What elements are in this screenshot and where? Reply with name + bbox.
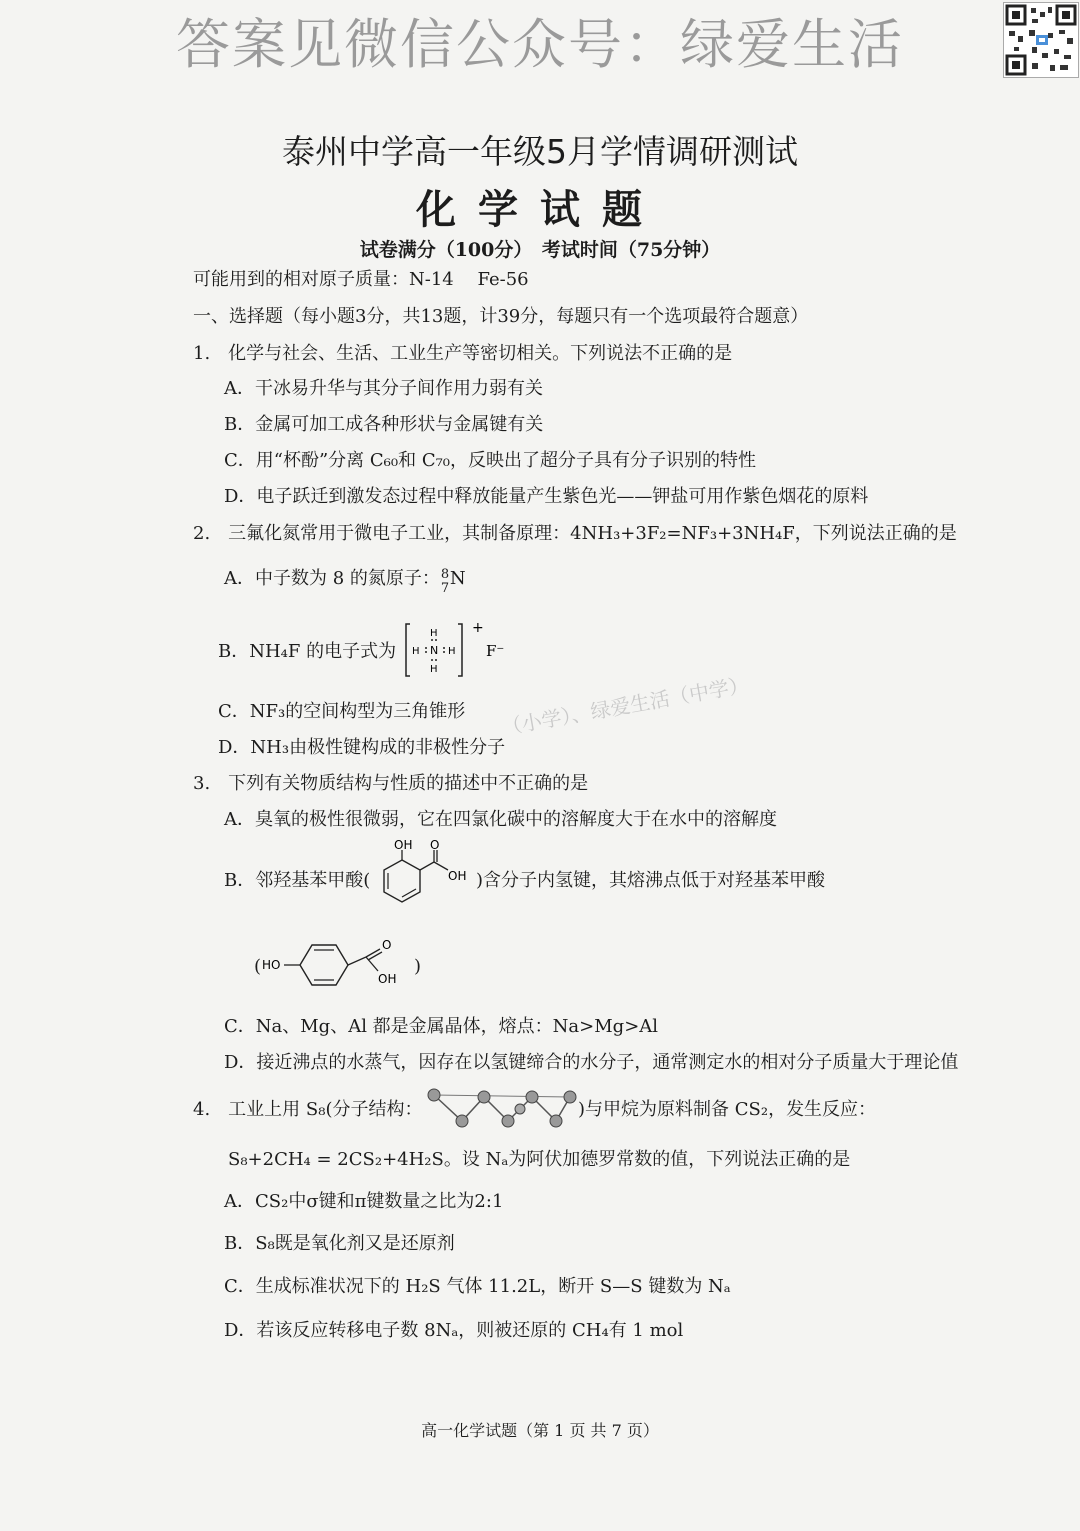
- question-4-stem-suffix: )与甲烷为原料制备 CS₂，发生反应：: [578, 1099, 877, 1120]
- o-carbonyl: O: [430, 838, 440, 852]
- question-3-option-c: C．Na、Mg、Al 都是金属晶体，熔点：Na>Mg>Al: [224, 1016, 659, 1037]
- s8-molecule-structure: [422, 1085, 582, 1135]
- fluoride-ion: F⁻: [486, 642, 505, 660]
- question-4-reaction: S₈+2CH₄ = 2CS₂+4H₂S。设 Nₐ为阿伏加德罗常数的值，下列说法正确的是: [228, 1149, 851, 1170]
- question-3-option-b-prefix: B．邻羟基苯甲酸(: [224, 870, 371, 891]
- h-right: H: [448, 646, 456, 657]
- oh-acid: OH: [448, 869, 467, 883]
- h-bottom: H: [430, 664, 438, 675]
- paren-close: ): [414, 956, 422, 977]
- question-4-option-c: C．生成标准状况下的 H₂S 气体 11.2L，断开 S—S 键数为 Nₐ: [224, 1276, 731, 1297]
- question-4-option-a: A．CS₂中σ键和π键数量之比为2:1: [224, 1191, 504, 1212]
- section-heading: 一、选择题（每小题3分，共13题，计39分，每题只有一个选项最符合题意）: [193, 306, 809, 327]
- oh-top: OH: [394, 838, 413, 852]
- question-2-option-c: C．NF₃的空间构型为三角锥形: [218, 701, 466, 722]
- ammonium-electron-dot-structure: [402, 620, 512, 680]
- salicylic-acid-structure: [372, 838, 480, 918]
- page-footer: 高一化学试题（第 1 页 共 7 页）: [421, 1421, 659, 1440]
- question-1-option-a: A．干冰易升华与其分子间作用力弱有关: [224, 378, 543, 399]
- question-1-option-c: C．用“杯酚”分离 C₆₀和 C₇₀，反映出了超分子具有分子识别的特性: [224, 450, 757, 471]
- atomic-masses: 可能用到的相对原子质量：N-14 Fe-56: [193, 269, 529, 290]
- n-center: N: [430, 644, 439, 657]
- atomic-number: 7: [440, 581, 450, 596]
- ho-group: HO: [262, 958, 281, 972]
- oh-acid: OH: [378, 972, 397, 986]
- mass-number: 8: [440, 567, 450, 582]
- question-3-option-a: A．臭氧的极性很微弱，它在四氯化碳中的溶解度大于在水中的溶解度: [224, 809, 777, 830]
- subject-title: 化学试题: [416, 186, 664, 233]
- question-4-stem-prefix: 4. 工业上用 S₈(分子结构：: [193, 1099, 423, 1120]
- para-hydroxybenzoic-acid-structure: [262, 935, 412, 995]
- o-carbonyl: O: [382, 938, 392, 952]
- question-4-option-b: B．S₈既是氧化剂又是还原剂: [224, 1233, 455, 1254]
- question-1-option-d: D．电子跃迁到激发态过程中释放能量产生紫色光——钾盐可用作紫色烟花的原料: [224, 486, 869, 507]
- option-a-text: A．中子数为 8 的氮原子：: [224, 568, 440, 589]
- watermark-banner: 答案见微信公众号：绿爱生活: [176, 13, 904, 76]
- exam-info: 试卷满分（100分） 考试时间（75分钟）: [359, 239, 721, 261]
- question-2-option-a: [224, 567, 466, 596]
- question-2-option-d: D．NH₃由极性键构成的非极性分子: [218, 737, 506, 758]
- question-3-option-b-suffix: )含分子内氢键，其熔沸点低于对羟基苯甲酸: [476, 870, 826, 891]
- question-3-stem: 3. 下列有关物质结构与性质的描述中不正确的是: [193, 773, 589, 794]
- question-3-option-d: D．接近沸点的水蒸气，因存在以氢键缔合的水分子，通常测定水的相对分子质量大于理论值: [224, 1052, 959, 1073]
- question-2-stem: 2. 三氟化氮常用于微电子工业，其制备原理：4NH₃+3F₂=NF₃+3NH₄F，下列说法正确的是: [193, 523, 957, 544]
- qr-code-icon: [1003, 2, 1079, 78]
- question-1-stem: 1. 化学与社会、生活、工业生产等密切相关。下列说法不正确的是: [193, 343, 733, 364]
- faint-watermark: （小学）、绿爱生活（中学）: [500, 672, 751, 740]
- exam-title: 泰州中学高一年级5月学情调研测试: [282, 132, 798, 171]
- question-2-option-b: B．NH₄F 的电子式为: [218, 641, 397, 662]
- paren-open: (: [254, 956, 262, 977]
- nuclide-notation: [440, 567, 450, 596]
- question-4-option-d: D．若该反应转移电子数 8Nₐ，则被还原的 CH₄有 1 mol: [224, 1320, 684, 1341]
- h-left: H: [412, 646, 420, 657]
- question-1-option-b: B．金属可加工成各种形状与金属键有关: [224, 414, 544, 435]
- h-top: H: [430, 628, 438, 639]
- element-symbol: N: [449, 568, 466, 589]
- charge-plus: +: [472, 620, 484, 636]
